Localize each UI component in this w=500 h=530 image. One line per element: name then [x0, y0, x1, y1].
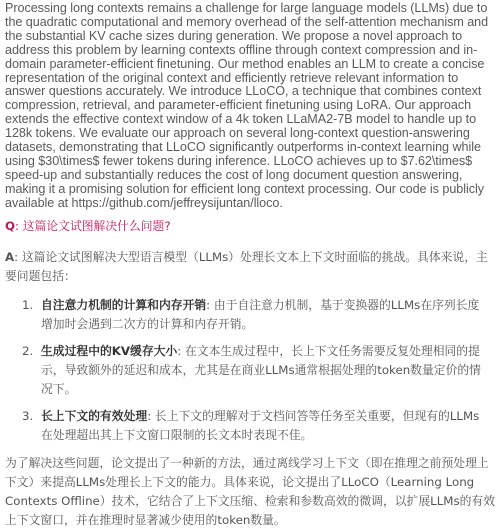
list-item-number: 2.	[22, 343, 34, 358]
list-item	[5, 342, 495, 399]
question	[5, 218, 495, 234]
list-item-heading: 生成过程中的KV缓存大小	[41, 343, 178, 358]
question-text: : 这篇论文试图解决什么问题?	[15, 218, 171, 233]
closing-paragraph: 为了解决这些问题，论文提出了一种新的方法，通过离线学习上下文（即在推理之前预处理上下文）来提高LLMs处理长上下文的能力。具体来说，论文提出了LLoCO（Learning Long Contexts Offline）技术，它结合了上下文压缩、检索和参数高效的微调，以扩展LLMs的有效上下文窗口，并在推理时显著减少使用的token数量。	[5, 455, 495, 527]
answer-intro-text: : 这篇论文试图解决大型语言模型（LLMs）处理长文本上下文时面临的挑战。具体来说，主要问题包括：	[5, 249, 488, 283]
list-item-heading: 长上下文的有效处理	[41, 408, 148, 423]
list-item-number: 3.	[22, 408, 34, 423]
list-item	[5, 407, 495, 445]
abstract-text: Processing long contexts remains a challenge for large language models (LLMs) due to the quadratic computational and memory overhead of the self-attention mechanism and the substantial KV cache sizes during generation. We propose a novel approach to address this problem by learning contexts offline through context compression and in-domain parameter-efficient finetuning. Our method enables an LLM to create a concise representation of the original context and efficiently retrieve relevant information to answer questions accurately. We introduce LLoCO, a technique that combines context compression, retrieval, and parameter-efficient finetuning using LoRA. Our approach extends the effective context window of a 4k token LLaMA2-7B model to handle up to 128k tokens. We evaluate our approach on several long-context question-answering datasets, demonstrating that LLoCO significantly outperforms in-context learning while using $30\times$ fewer tokens during inference. LLoCO achieves up to $7.62\times$ speed-up and substantially reduces the cost of long document question answering, making it a promising solution for efficient long context processing. Our code is publicly available at https://github.com/jeffreysijuntan/lloco.	[5, 1, 489, 210]
answer-intro	[5, 248, 495, 286]
list-item	[5, 296, 495, 334]
answer-prefix: A	[5, 249, 15, 264]
question-prefix: Q	[5, 218, 16, 233]
list-item-body: : 由于自注意力机制，基于变换器的LLMs在序列长度增加时会遇到二次方的计算和内存开销。	[41, 297, 480, 331]
list-item-body: : 长上下文的理解对于文档问答等任务至关重要，但现有的LLMs在处理超出其上下文窗口限制的长文本时表现不佳。	[41, 408, 480, 442]
list-item-number: 1.	[22, 297, 34, 312]
list-item-body: : 在文本生成过程中，长上下文任务需要反复处理相同的提示，导致额外的延迟和成本，尤其是在商业LLMs通常根据处理的token数量定价的情况下。	[41, 343, 481, 396]
list-item-heading: 自注意力机制的计算和内存开销	[41, 297, 207, 312]
problem-list	[5, 296, 495, 445]
